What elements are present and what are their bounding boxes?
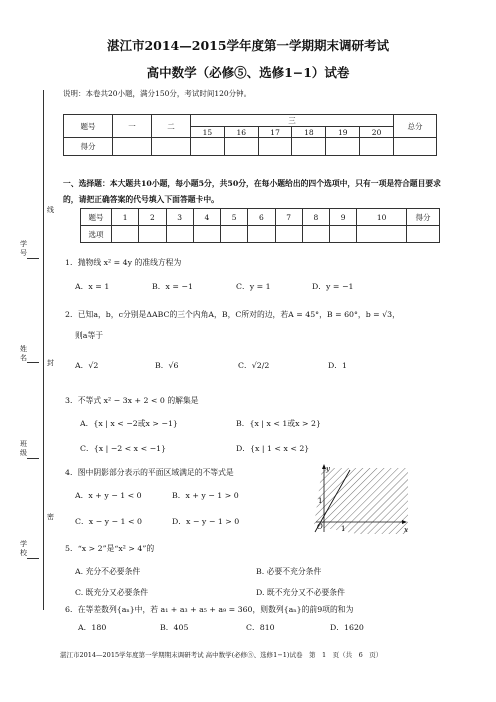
q3-option-c: C．{x | −2 < x < −1} [80, 444, 167, 453]
school-label: 学校 [20, 540, 27, 557]
answer-num: 5 [221, 209, 248, 226]
q6-option-b: B．405 [160, 623, 189, 632]
answer-num: 8 [302, 209, 329, 226]
page-footer: 湛江市2014—2015学年度第一学期期末调研考试 高中数学(必修⑤、选修1−1)试卷 第 1 页（共 6 页） [60, 651, 383, 659]
score-label: 得分 [64, 138, 113, 156]
score-cell[interactable] [292, 138, 326, 156]
q4-option-a: A．x + y − 1 < 0 [75, 491, 142, 500]
q1-option-b: B．x = −1 [152, 282, 193, 291]
answer-num: 2 [139, 209, 166, 226]
answer-num: 3 [166, 209, 193, 226]
answer-label: 选项 [81, 226, 112, 243]
q5-option-b: B. 必要不充分条件 [256, 567, 322, 576]
q1-option-a: A．x = 1 [75, 282, 110, 291]
answer-cell[interactable] [112, 226, 139, 243]
y-label: y [326, 465, 330, 473]
class-label: 班级 [20, 440, 27, 457]
question-6: 6．在等差数列{aₙ}中，若 a₁ + a₃ + a₅ + a₉ = 360，则数列{aₙ}的前9项的和为 [65, 605, 354, 614]
class-blank[interactable] [27, 458, 39, 459]
q1-option-c: C．y = 1 [236, 282, 271, 291]
score-sub-col: 18 [292, 127, 326, 138]
score-sub-col: 20 [360, 127, 394, 138]
score-cell[interactable] [152, 138, 191, 156]
score-table [63, 114, 437, 156]
q4-option-c: C．x − y − 1 < 0 [75, 517, 142, 526]
y-tick-one: 1 [318, 497, 323, 505]
school-blank[interactable] [27, 558, 39, 559]
question-3: 3．不等式 x² − 3x + 2 < 0 的解集是 [65, 396, 199, 405]
q5-option-a: A. 充分不必要条件 [75, 567, 141, 576]
q6-option-a: A．180 [78, 623, 107, 632]
answer-cell[interactable] [407, 226, 440, 243]
section-one-heading: 一、选择题：本大题共10小题，每小题5分，共50分，在每小题给出的四个选项中，只有一项是符合题目要求的，请把正确答案的代号填入下面答题卡中。 [63, 179, 441, 204]
seal-char-xian: 线 [47, 206, 54, 214]
score-cell[interactable] [258, 138, 292, 156]
score-sub-col: 19 [326, 127, 360, 138]
q5-option-c: C. 既充分又必要条件 [75, 588, 149, 597]
score-col-three: 三 [191, 115, 394, 127]
answer-num: 9 [330, 209, 357, 226]
exam-subtitle: 高中数学（必修⑤、选修1−1）试卷 [146, 65, 350, 80]
answer-cell[interactable] [302, 226, 329, 243]
q2-option-a: A．√2 [75, 361, 99, 370]
score-col-two: 二 [152, 115, 191, 138]
exam-note: 说明：本卷共20小题，满分150分，考试时间120分钟。 [63, 89, 252, 98]
score-cell[interactable] [191, 138, 225, 156]
score-cell[interactable] [326, 138, 360, 156]
student-id-label: 学号 [20, 240, 27, 257]
score-total: 总分 [394, 115, 437, 138]
seal-char-mi: 密 [47, 513, 54, 521]
answer-cell[interactable] [275, 226, 302, 243]
score-cell[interactable] [394, 138, 437, 156]
seal-char-feng: 封 [47, 359, 54, 367]
answer-cell[interactable] [193, 226, 220, 243]
score-header-label: 题号 [64, 115, 113, 138]
x-label: x [404, 526, 408, 534]
q2-option-d: D．1 [328, 361, 348, 370]
score-cell[interactable] [113, 138, 152, 156]
answer-cell[interactable] [166, 226, 193, 243]
question-2-cont: 则a等于 [75, 331, 104, 340]
question-5: 5．“x > 2”是“x² > 4”的 [65, 544, 155, 553]
q4-option-b: B．x + y − 1 > 0 [172, 491, 239, 500]
answer-num: 10 [357, 209, 407, 226]
score-sub-col: 17 [258, 127, 292, 138]
question-1: 1．抛物线 x² = 4y 的准线方程为 [65, 258, 182, 267]
score-sub-col: 15 [191, 127, 225, 138]
answer-table [80, 208, 440, 243]
name-label: 姓名 [20, 345, 27, 362]
answer-label: 题号 [81, 209, 112, 226]
score-sub-col: 16 [224, 127, 258, 138]
q2-option-b: B．√6 [155, 361, 179, 370]
score-cell[interactable] [360, 138, 394, 156]
answer-cell[interactable] [248, 226, 275, 243]
exam-title: 湛江市2014—2015学年度第一学期期末调研考试 [106, 38, 390, 53]
student-id-blank[interactable] [27, 258, 39, 259]
shaded-region [314, 468, 408, 534]
score-col-one: 一 [113, 115, 152, 138]
question-2: 2．已知a，b，c分别是ΔABC的三个内角A，B，C所对的边，若A = 45°，B = 60°，b = √3， [65, 310, 400, 319]
answer-num: 1 [112, 209, 139, 226]
answer-cell[interactable] [330, 226, 357, 243]
answer-cell[interactable] [139, 226, 166, 243]
answer-num: 7 [275, 209, 302, 226]
x-tick-one: 1 [341, 525, 346, 533]
question-4: 4．图中阴影部分表示的平面区域满足的不等式是 [65, 468, 234, 477]
answer-cell[interactable] [221, 226, 248, 243]
origin-label: O [317, 523, 323, 531]
q2-option-c: C．√2/2 [238, 361, 270, 370]
name-blank[interactable] [27, 362, 39, 363]
q3-option-d: D．{x | 1 < x < 2} [236, 444, 310, 453]
q6-option-c: C．810 [246, 623, 275, 632]
answer-cell[interactable] [357, 226, 407, 243]
binding-line [43, 90, 44, 610]
q1-option-d: D．y = −1 [312, 282, 354, 291]
score-cell[interactable] [224, 138, 258, 156]
q3-option-b: B．{x | x < 1或x > 2} [236, 419, 321, 428]
q6-option-d: D．1620 [330, 623, 364, 632]
q3-option-a: A．{x | x < −2或x > −1} [80, 419, 178, 428]
q4-region-graph [312, 462, 412, 534]
q5-option-d: D. 既不充分又不必要条件 [256, 588, 345, 597]
answer-num: 6 [248, 209, 275, 226]
answer-num: 4 [193, 209, 220, 226]
answer-total: 得分 [407, 209, 440, 226]
q4-option-d: D．x − y − 1 > 0 [172, 517, 240, 526]
